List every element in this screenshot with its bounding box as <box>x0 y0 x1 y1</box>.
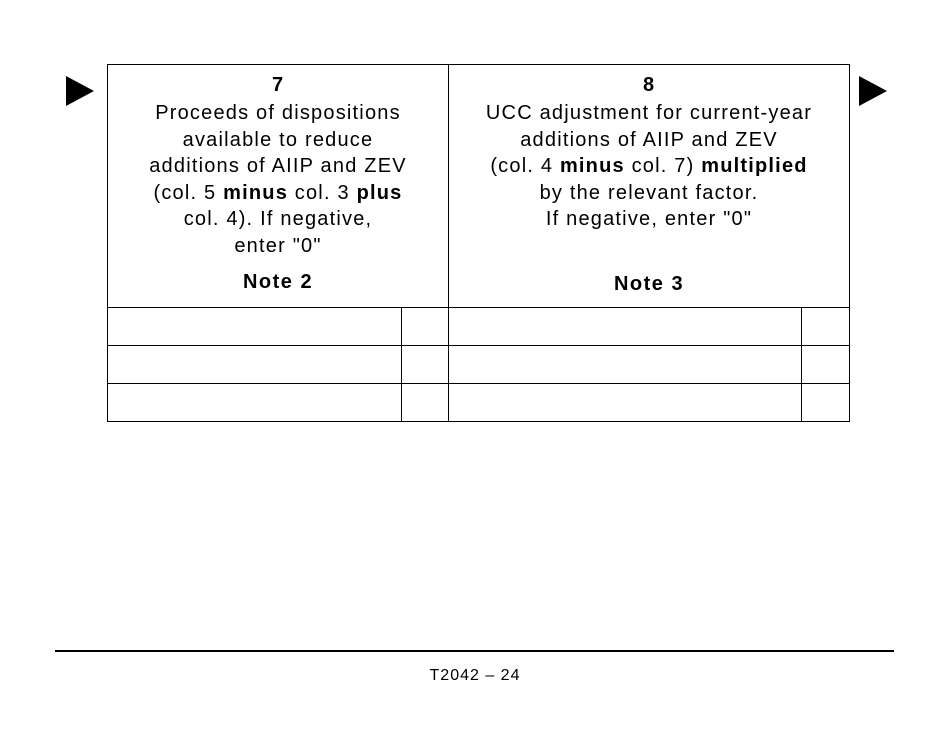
column-7-amount-field[interactable] <box>108 308 402 346</box>
input-row <box>108 384 850 422</box>
page-number: T2042 – 24 <box>429 667 521 684</box>
description-text: If negative, enter "0" <box>545 208 753 230</box>
description-text: Proceeds of dispositions <box>155 102 401 124</box>
column-8-description <box>449 100 849 233</box>
form-table <box>107 64 850 422</box>
column-8-cents-field[interactable] <box>802 346 850 384</box>
column-7-description <box>108 100 448 259</box>
emphasis-text: plus <box>356 181 403 204</box>
input-row <box>108 346 850 384</box>
column-7-amount-field[interactable] <box>108 384 402 422</box>
description-text: (col. 4 <box>490 155 560 177</box>
left-arrow-icon <box>66 76 94 106</box>
description-text: col. 4). If negative, <box>183 208 373 230</box>
description-text: by the relevant factor. <box>539 181 759 204</box>
description-text: enter "0" <box>234 234 322 257</box>
description-line <box>108 180 448 207</box>
column-7-amount-field[interactable] <box>108 346 402 384</box>
description-text: (col. 5 <box>153 181 224 204</box>
column-8-amount-field[interactable] <box>449 384 802 422</box>
column-7-cents-field[interactable] <box>402 346 449 384</box>
column-8-cents-field[interactable] <box>802 308 850 346</box>
description-line <box>108 100 448 127</box>
description-line <box>449 206 849 233</box>
description-line <box>449 153 849 180</box>
column-8-header <box>449 65 850 308</box>
column-8-cents-field[interactable] <box>802 384 850 422</box>
column-7-cents-field[interactable] <box>402 384 449 422</box>
description-text: available to reduce <box>182 128 374 151</box>
description-line <box>449 180 849 207</box>
description-text: col. 7) <box>624 155 702 177</box>
footer-divider <box>55 650 894 652</box>
description-text: UCC adjustment for current-year <box>485 102 813 124</box>
input-row <box>108 308 850 346</box>
right-arrow-icon <box>859 76 887 106</box>
description-text: additions of AIIP and ZEV <box>520 128 778 151</box>
column-8-number: 8 <box>642 74 656 96</box>
column-7-cents-field[interactable] <box>402 308 449 346</box>
description-line <box>108 206 448 233</box>
description-text: additions of AIIP and ZEV <box>149 155 407 177</box>
column-8-amount-field[interactable] <box>449 346 802 384</box>
emphasis-text: multiplied <box>701 155 808 177</box>
description-line <box>108 127 448 154</box>
description-line <box>449 100 849 127</box>
column-8-note: Note 3 <box>613 273 685 295</box>
description-line <box>108 153 448 180</box>
column-7-number: 7 <box>271 74 285 96</box>
description-line <box>108 233 448 260</box>
description-text: col. 3 <box>288 181 357 204</box>
emphasis-text: minus <box>559 155 625 177</box>
description-line <box>449 127 849 154</box>
column-7-note: Note 2 <box>242 271 314 293</box>
column-7-header <box>108 65 449 308</box>
emphasis-text: minus <box>223 181 289 204</box>
column-8-amount-field[interactable] <box>449 308 802 346</box>
